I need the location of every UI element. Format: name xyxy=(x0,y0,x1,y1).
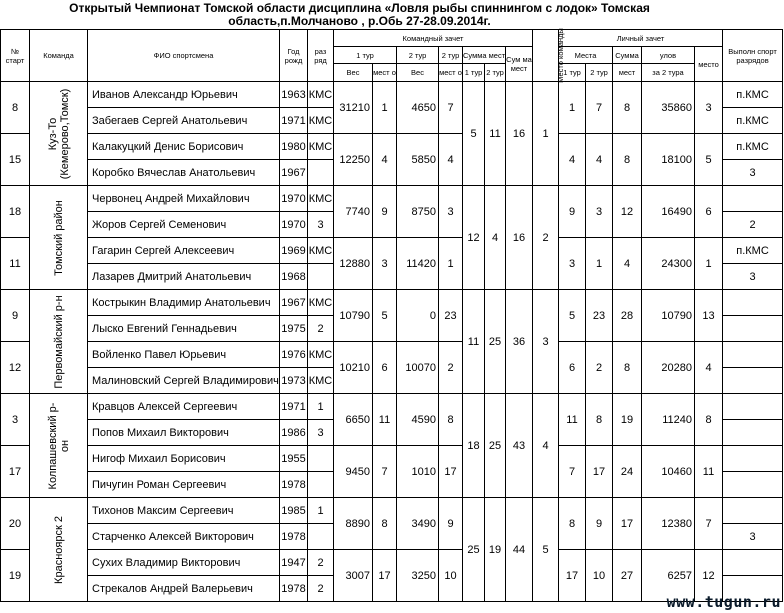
header-team-place xyxy=(533,28,565,83)
personal-place-tour2: 7 xyxy=(586,82,613,134)
tour1-weight: 7740 xyxy=(334,186,373,238)
personal-place-tour1: 5 xyxy=(559,290,586,342)
header-places-t2: 2 тур xyxy=(586,64,613,82)
personal-sum: 19 xyxy=(613,394,642,446)
team-sum-total: 16 xyxy=(506,186,533,290)
athlete-name: Нигоф Михаил Борисович xyxy=(88,446,280,472)
tour2-place: 1 xyxy=(439,238,463,290)
fulfilled-rank: 3 xyxy=(723,524,783,550)
fulfilled-rank xyxy=(723,368,783,394)
personal-place-tour1: 8 xyxy=(559,498,586,550)
tour2-place: 7 xyxy=(439,82,463,134)
athlete-name: Иванов Александр Юрьевич xyxy=(88,82,280,108)
tour2-place: 2 xyxy=(439,342,463,394)
sport-rank xyxy=(308,446,334,472)
tour1-weight: 9450 xyxy=(334,446,373,498)
tour2-place: 10 xyxy=(439,550,463,602)
tour1-weight: 12880 xyxy=(334,238,373,290)
personal-catch: 24300 xyxy=(642,238,695,290)
athlete-name: Старченко Алексей Викторович xyxy=(88,524,280,550)
team-sum-tour2: 4 xyxy=(485,186,506,290)
tour2-place: 4 xyxy=(439,134,463,186)
header-place2: мест о xyxy=(439,64,463,82)
fulfilled-rank xyxy=(723,472,783,498)
tour2-weight: 8750 xyxy=(397,186,439,238)
personal-place-tour2: 1 xyxy=(586,238,613,290)
personal-place-tour1: 11 xyxy=(559,394,586,446)
athlete-name: Кравцов Алексей Сергеевич xyxy=(88,394,280,420)
header-personal-score: Личный зачет xyxy=(559,30,723,47)
birth-year: 1968 xyxy=(280,264,308,290)
team-sum-tour2: 19 xyxy=(485,498,506,602)
personal-place-tour2: 9 xyxy=(586,498,613,550)
fulfilled-rank xyxy=(723,550,783,576)
header-rank: раз ряд xyxy=(308,30,334,82)
team-sum-tour1: 11 xyxy=(463,290,485,394)
sport-rank: 3 xyxy=(308,212,334,238)
team-place: 3 xyxy=(533,290,559,394)
sport-rank xyxy=(308,160,334,186)
personal-catch: 16490 xyxy=(642,186,695,238)
tour1-weight: 10210 xyxy=(334,342,373,394)
personal-sum: 8 xyxy=(613,134,642,186)
sport-rank: 3 xyxy=(308,420,334,446)
team-name-cell xyxy=(30,82,88,186)
tour1-place: 11 xyxy=(373,394,397,446)
table-row xyxy=(1,342,783,368)
header-sum-t2: 2 тур xyxy=(485,64,506,82)
birth-year: 1970 xyxy=(280,212,308,238)
tour1-weight: 8890 xyxy=(334,498,373,550)
sport-rank: КМС xyxy=(308,82,334,108)
sport-rank: 1 xyxy=(308,498,334,524)
birth-year: 1986 xyxy=(280,420,308,446)
table-row xyxy=(1,134,783,160)
tour2-weight: 3250 xyxy=(397,550,439,602)
personal-sum: 12 xyxy=(613,186,642,238)
birth-year: 1978 xyxy=(280,576,308,602)
header-place: место xyxy=(695,47,723,82)
table-row xyxy=(1,238,783,264)
fulfilled-rank: 3 xyxy=(723,264,783,290)
watermark: www.tugun.ru xyxy=(666,593,781,611)
team-sum-tour2: 25 xyxy=(485,394,506,498)
athlete-name: Гагарин Сергей Алексеевич xyxy=(88,238,280,264)
table-row xyxy=(1,446,783,472)
tour1-weight: 3007 xyxy=(334,550,373,602)
header-sum: Сумма xyxy=(613,47,642,64)
table-row xyxy=(1,186,783,212)
team-name: Первомайский р-н xyxy=(52,294,65,389)
header-sum-places2: Сум ма мест xyxy=(506,47,533,82)
tour2-place: 8 xyxy=(439,394,463,446)
personal-place: 5 xyxy=(695,134,723,186)
fulfilled-rank: п.КМС xyxy=(723,108,783,134)
personal-sum: 8 xyxy=(613,82,642,134)
header-tour1: 1 тур xyxy=(334,47,397,64)
start-number: 12 xyxy=(1,342,30,394)
sport-rank xyxy=(308,524,334,550)
athlete-name: Лазарев Дмитрий Анатольевич xyxy=(88,264,280,290)
team-sum-tour2: 25 xyxy=(485,290,506,394)
header-fulfilled: Выполн спорт разрядов xyxy=(723,30,783,82)
team-place: 1 xyxy=(533,82,559,186)
start-number: 15 xyxy=(1,134,30,186)
table-row xyxy=(1,290,783,316)
fulfilled-rank: 3 xyxy=(723,160,783,186)
header-start-no: № старт xyxy=(1,30,30,82)
personal-place: 13 xyxy=(695,290,723,342)
tour2-place: 3 xyxy=(439,186,463,238)
birth-year: 1976 xyxy=(280,342,308,368)
fulfilled-rank xyxy=(723,316,783,342)
personal-sum: 24 xyxy=(613,446,642,498)
birth-year: 1967 xyxy=(280,160,308,186)
personal-place-tour2: 8 xyxy=(586,394,613,446)
header-sum-mest: мест xyxy=(613,64,642,82)
fulfilled-rank xyxy=(723,498,783,524)
start-number: 11 xyxy=(1,238,30,290)
tour1-place: 7 xyxy=(373,446,397,498)
birth-year: 1985 xyxy=(280,498,308,524)
tour2-weight: 1010 xyxy=(397,446,439,498)
tour2-weight: 0 xyxy=(397,290,439,342)
start-number: 17 xyxy=(1,446,30,498)
personal-place: 11 xyxy=(695,446,723,498)
header-sum-t1: 1 тур xyxy=(463,64,485,82)
tour2-weight: 11420 xyxy=(397,238,439,290)
tour2-place: 17 xyxy=(439,446,463,498)
header-tour2-place: 2 тур xyxy=(439,47,463,64)
tour1-place: 9 xyxy=(373,186,397,238)
tour1-place: 5 xyxy=(373,290,397,342)
fulfilled-rank xyxy=(723,290,783,316)
personal-place: 4 xyxy=(695,342,723,394)
birth-year: 1967 xyxy=(280,290,308,316)
table-row xyxy=(1,394,783,420)
header-catches: улов xyxy=(642,47,695,64)
personal-place-tour2: 2 xyxy=(586,342,613,394)
tour2-place: 9 xyxy=(439,498,463,550)
birth-year: 1973 xyxy=(280,368,308,394)
start-number: 18 xyxy=(1,186,30,238)
personal-place-tour1: 9 xyxy=(559,186,586,238)
birth-year: 1947 xyxy=(280,550,308,576)
birth-year: 1969 xyxy=(280,238,308,264)
personal-place-tour2: 3 xyxy=(586,186,613,238)
results-body xyxy=(1,30,783,602)
personal-place-tour2: 23 xyxy=(586,290,613,342)
team-sum-total: 44 xyxy=(506,498,533,602)
team-sum-tour1: 5 xyxy=(463,82,485,186)
tour1-place: 1 xyxy=(373,82,397,134)
athlete-name: Коробко Вячеслав Анатольевич xyxy=(88,160,280,186)
athlete-name: Калакуцкий Денис Борисович xyxy=(88,134,280,160)
birth-year: 1978 xyxy=(280,472,308,498)
team-sum-tour1: 12 xyxy=(463,186,485,290)
header-places: Места xyxy=(559,47,613,64)
athlete-name: Забегаев Сергей Анатольевич xyxy=(88,108,280,134)
athlete-name: Малиновский Сергей Владимирович xyxy=(88,368,280,394)
sport-rank: КМС xyxy=(308,186,334,212)
birth-year: 1970 xyxy=(280,186,308,212)
personal-place: 6 xyxy=(695,186,723,238)
team-name-cell xyxy=(30,290,88,394)
birth-year: 1963 xyxy=(280,82,308,108)
team-name-cell xyxy=(30,394,88,498)
header-row-1 xyxy=(1,30,783,47)
sport-rank: КМС xyxy=(308,290,334,316)
sport-rank: КМС xyxy=(308,134,334,160)
personal-place-tour2: 17 xyxy=(586,446,613,498)
athlete-name: Червонец Андрей Михайлович xyxy=(88,186,280,212)
header-team-place-text: Место команды xyxy=(555,28,565,83)
sport-rank: 2 xyxy=(308,550,334,576)
tour2-weight: 5850 xyxy=(397,134,439,186)
fulfilled-rank xyxy=(723,420,783,446)
table-row xyxy=(1,82,783,108)
sport-rank xyxy=(308,472,334,498)
team-sum-total: 43 xyxy=(506,394,533,498)
team-sum-total: 16 xyxy=(506,82,533,186)
fulfilled-rank xyxy=(723,394,783,420)
fulfilled-rank: п.КМС xyxy=(723,82,783,108)
fulfilled-rank xyxy=(723,342,783,368)
fulfilled-rank: п.КМС xyxy=(723,134,783,160)
team-sum-total: 36 xyxy=(506,290,533,394)
personal-catch: 11240 xyxy=(642,394,695,446)
team-name: Куз-То (Кемерово,Томск) xyxy=(46,88,71,179)
header-catch-2tours: за 2 тура xyxy=(642,64,695,82)
personal-catch: 20280 xyxy=(642,342,695,394)
athlete-name: Войленко Павел Юрьевич xyxy=(88,342,280,368)
tour1-place: 3 xyxy=(373,238,397,290)
personal-place: 12 xyxy=(695,550,723,602)
birth-year: 1975 xyxy=(280,316,308,342)
document-title xyxy=(3,2,716,28)
tour1-weight: 10790 xyxy=(334,290,373,342)
birth-year: 1955 xyxy=(280,446,308,472)
team-name: Томский район xyxy=(52,199,65,276)
start-number: 8 xyxy=(1,82,30,134)
team-sum-tour1: 18 xyxy=(463,394,485,498)
tour1-weight: 6650 xyxy=(334,394,373,446)
personal-catch: 12380 xyxy=(642,498,695,550)
header-athlete: ФИО спортсмена xyxy=(88,30,280,82)
tour1-place: 8 xyxy=(373,498,397,550)
tour1-place: 6 xyxy=(373,342,397,394)
header-team-score: Командный зачет xyxy=(334,30,533,47)
birth-year: 1971 xyxy=(280,394,308,420)
sport-rank: 2 xyxy=(308,576,334,602)
team-place: 5 xyxy=(533,498,559,602)
personal-place: 3 xyxy=(695,82,723,134)
sport-rank: 1 xyxy=(308,394,334,420)
team-sum-tour1: 25 xyxy=(463,498,485,602)
start-number: 3 xyxy=(1,394,30,446)
personal-sum: 17 xyxy=(613,498,642,550)
personal-catch: 10460 xyxy=(642,446,695,498)
personal-place: 1 xyxy=(695,238,723,290)
start-number: 20 xyxy=(1,498,30,550)
personal-sum: 28 xyxy=(613,290,642,342)
personal-place-tour1: 3 xyxy=(559,238,586,290)
personal-place-tour1: 7 xyxy=(559,446,586,498)
personal-place-tour1: 1 xyxy=(559,82,586,134)
sport-rank: КМС xyxy=(308,108,334,134)
table-row xyxy=(1,498,783,524)
tour2-weight: 10070 xyxy=(397,342,439,394)
team-name: Красноярск 2 xyxy=(52,515,65,584)
athlete-name: Жоров Сергей Семенович xyxy=(88,212,280,238)
start-number: 19 xyxy=(1,550,30,602)
personal-place-tour1: 4 xyxy=(559,134,586,186)
personal-sum: 27 xyxy=(613,550,642,602)
fulfilled-rank xyxy=(723,446,783,472)
fulfilled-rank xyxy=(723,186,783,212)
team-place: 4 xyxy=(533,394,559,498)
header-weight1: Вес xyxy=(334,64,373,82)
personal-catch: 18100 xyxy=(642,134,695,186)
fulfilled-rank: п.КМС xyxy=(723,238,783,264)
sport-rank: КМС xyxy=(308,368,334,394)
header-year: Год рожд xyxy=(280,30,308,82)
personal-sum: 4 xyxy=(613,238,642,290)
athlete-name: Сухих Владимир Викторович xyxy=(88,550,280,576)
header-sum-places: Сумма мест xyxy=(463,47,506,64)
sport-rank: КМС xyxy=(308,342,334,368)
birth-year: 1978 xyxy=(280,524,308,550)
fulfilled-rank: 2 xyxy=(723,212,783,238)
sport-rank xyxy=(308,264,334,290)
sport-rank: 2 xyxy=(308,316,334,342)
team-sum-tour2: 11 xyxy=(485,82,506,186)
personal-place: 8 xyxy=(695,394,723,446)
title-line2: 27-28.09.2014г. xyxy=(406,14,491,28)
team-name: Колпашевский р-он xyxy=(46,402,71,489)
athlete-name: Лыско Евгений Геннадьевич xyxy=(88,316,280,342)
personal-place: 7 xyxy=(695,498,723,550)
tour1-place: 17 xyxy=(373,550,397,602)
athlete-name: Стрекалов Андрей Валерьевич xyxy=(88,576,280,602)
header-team: Команда xyxy=(30,30,88,82)
header-place1: мест о xyxy=(373,64,397,82)
personal-catch: 35860 xyxy=(642,82,695,134)
personal-place-tour2: 10 xyxy=(586,550,613,602)
tour2-weight: 4650 xyxy=(397,82,439,134)
personal-place-tour1: 6 xyxy=(559,342,586,394)
tour1-place: 4 xyxy=(373,134,397,186)
team-name-cell xyxy=(30,498,88,602)
tour2-weight: 3490 xyxy=(397,498,439,550)
team-place: 2 xyxy=(533,186,559,290)
birth-year: 1980 xyxy=(280,134,308,160)
athlete-name: Попов Михаил Викторович xyxy=(88,420,280,446)
title-line1: Открытый Чемпионат Томской области дисциплина «Ловля рыбы спиннингом с лодок» Томская область,п.Молчаново , р.Обь xyxy=(69,1,650,28)
personal-sum: 8 xyxy=(613,342,642,394)
tour1-weight: 31210 xyxy=(334,82,373,134)
athlete-name: Кострыкин Владимир Анатольевич xyxy=(88,290,280,316)
personal-catch: 6257 xyxy=(642,550,695,602)
athlete-name: Тихонов Максим Сергеевич xyxy=(88,498,280,524)
tour1-weight: 12250 xyxy=(334,134,373,186)
results-table xyxy=(0,29,783,602)
table-row xyxy=(1,550,783,576)
athlete-name: Пичугин Роман Сергеевич xyxy=(88,472,280,498)
birth-year: 1971 xyxy=(280,108,308,134)
tour2-weight: 4590 xyxy=(397,394,439,446)
sport-rank: КМС xyxy=(308,238,334,264)
header-tour2-weight: 2 тур xyxy=(397,47,439,64)
header-places-t1: 1 тур xyxy=(559,64,586,82)
personal-place-tour2: 4 xyxy=(586,134,613,186)
personal-catch: 10790 xyxy=(642,290,695,342)
tour2-place: 23 xyxy=(439,290,463,342)
header-weight2: Вес xyxy=(397,64,439,82)
team-name-cell xyxy=(30,186,88,290)
personal-place-tour1: 17 xyxy=(559,550,586,602)
start-number: 9 xyxy=(1,290,30,342)
